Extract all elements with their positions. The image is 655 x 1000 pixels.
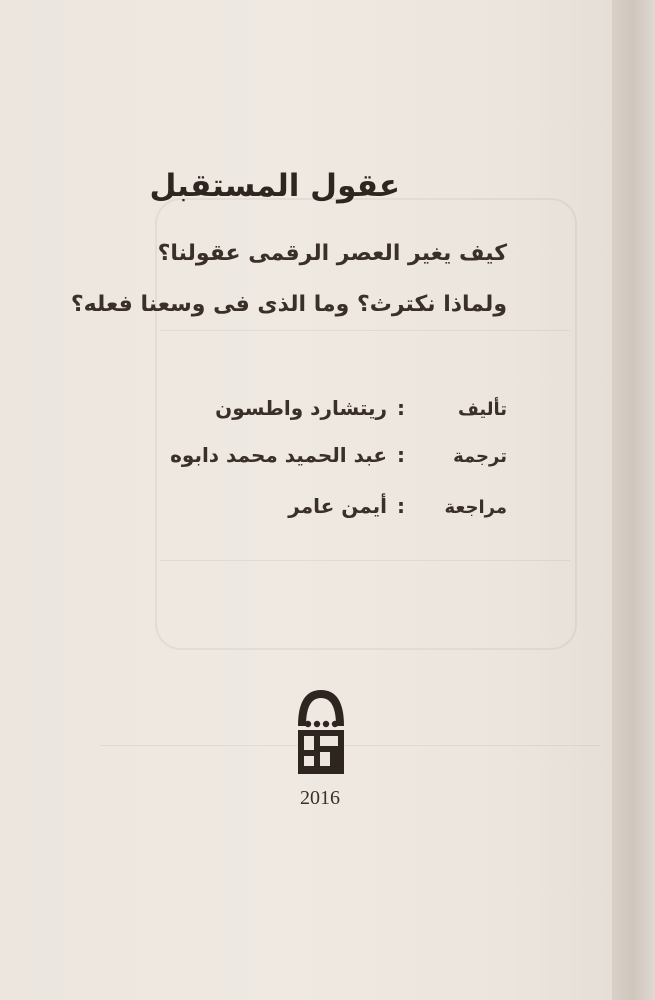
- credit-colon: :: [397, 443, 405, 467]
- credit-label: ترجمة: [453, 446, 507, 467]
- credit-name: ريتشارد واطسون: [215, 396, 387, 420]
- book-title: عقول المستقبل: [149, 168, 400, 204]
- credit-author: [215, 396, 507, 420]
- publication-year: 2016: [300, 787, 340, 809]
- page-edge: [612, 0, 655, 1000]
- book-subtitle-line-2: ولماذا نكترث؟ وما الذى فى وسعنا فعله؟: [70, 292, 507, 317]
- credit-label: مراجعة: [444, 497, 507, 518]
- credit-label: تأليف: [457, 399, 507, 420]
- credit-name: عبد الحميد محمد دابوه: [170, 443, 387, 467]
- credit-name: أيمن عامر: [288, 494, 387, 518]
- credit-reviewer: [288, 494, 507, 518]
- credit-translator: [170, 443, 507, 467]
- credit-colon: :: [397, 494, 405, 518]
- show-through-line: [160, 560, 570, 561]
- book-subtitle-line-1: كيف يغير العصر الرقمى عقولنا؟: [157, 241, 507, 266]
- publisher-logo-icon: [290, 686, 352, 778]
- credit-colon: :: [397, 396, 405, 420]
- show-through-line: [160, 330, 570, 331]
